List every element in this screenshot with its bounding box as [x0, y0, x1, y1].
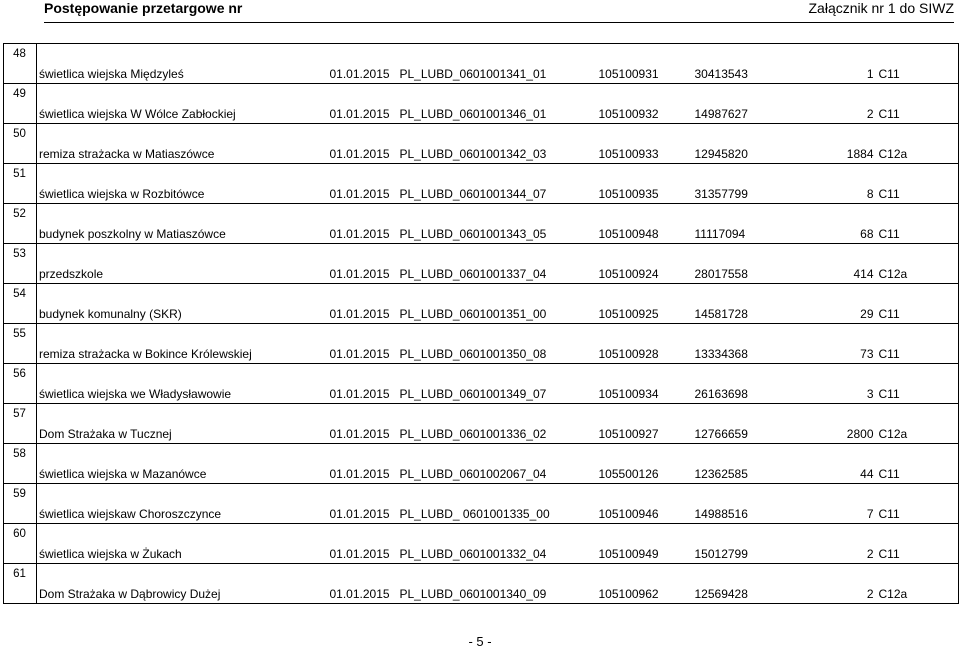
value-cell — [693, 564, 781, 604]
object-name: Dom Strażaka w Tucznej — [39, 427, 172, 441]
row-number: 61 — [13, 568, 26, 580]
record-id: 105100933 — [598, 147, 659, 161]
class-code-cell — [877, 204, 959, 244]
class-code: C11 — [878, 107, 900, 121]
quantity: 29 — [860, 307, 874, 321]
date: 01.01.2015 — [329, 67, 390, 81]
row-number: 59 — [13, 488, 26, 500]
register-code-cell — [398, 44, 597, 84]
row-number-cell — [4, 204, 37, 244]
row-number: 51 — [13, 168, 26, 180]
object-name: remiza strażacka w Matiaszówce — [39, 147, 215, 161]
quantity: 3 — [866, 387, 874, 401]
date: 01.01.2015 — [329, 187, 390, 201]
record-id: 105100932 — [598, 107, 659, 121]
register-code: PL_LUBD_0601001349_07 — [399, 387, 547, 401]
date: 01.01.2015 — [329, 587, 390, 601]
value: 15012799 — [694, 547, 748, 561]
register-code-cell — [398, 324, 597, 364]
quantity: 73 — [860, 347, 874, 361]
row-number-cell — [4, 84, 37, 124]
register-code: PL_LUBD_0601001332_04 — [399, 547, 547, 561]
row-number: 54 — [13, 288, 26, 300]
value-cell — [693, 44, 781, 84]
page-number: - 5 - — [468, 634, 492, 649]
class-code: C11 — [878, 507, 900, 521]
object-name: świetlica wiejska w Rozbitówce — [39, 187, 205, 201]
value-cell — [693, 244, 781, 284]
table-row — [4, 484, 959, 524]
class-code: C12a — [878, 267, 908, 281]
register-code: PL_LUBD_0601001337_04 — [399, 267, 547, 281]
object-name: remiza strażacka w Bokince Królewskiej — [39, 347, 252, 361]
date: 01.01.2015 — [329, 307, 390, 321]
record-id: 105100931 — [598, 67, 659, 81]
record-id-cell — [597, 364, 693, 404]
class-code-cell — [877, 164, 959, 204]
register-code: PL_LUBD_0601001351_00 — [399, 307, 547, 321]
object-name-cell — [37, 84, 328, 124]
value-cell — [693, 204, 781, 244]
object-name: świetlica wiejskaw Choroszczynce — [39, 507, 222, 521]
register-code-cell — [398, 564, 597, 604]
value: 14581728 — [694, 307, 748, 321]
register-code-cell — [398, 164, 597, 204]
row-number-cell — [4, 484, 37, 524]
object-name-cell — [37, 244, 328, 284]
quantity-cell — [781, 124, 877, 164]
row-number: 56 — [13, 368, 26, 380]
register-code: PL_LUBD_0601001346_01 — [399, 107, 547, 121]
value-cell — [693, 404, 781, 444]
register-code: PL_LUBD_0601001340_09 — [399, 587, 547, 601]
register-code-cell — [398, 244, 597, 284]
date-cell — [328, 284, 398, 324]
date: 01.01.2015 — [329, 347, 390, 361]
object-name-cell — [37, 124, 328, 164]
table-row — [4, 244, 959, 284]
class-code: C11 — [878, 467, 900, 481]
register-code-cell — [398, 204, 597, 244]
record-id: 105100935 — [598, 187, 659, 201]
quantity: 44 — [860, 467, 874, 481]
class-code-cell — [877, 524, 959, 564]
class-code: C12a — [878, 147, 908, 161]
record-id: 105100925 — [598, 307, 659, 321]
value: 12945820 — [694, 147, 748, 161]
register-code: PL_LUBD_0601001336_02 — [399, 427, 547, 441]
date: 01.01.2015 — [329, 107, 390, 121]
value-cell — [693, 444, 781, 484]
date-cell — [328, 44, 398, 84]
class-code-cell — [877, 44, 959, 84]
class-code: C11 — [878, 347, 900, 361]
class-code-cell — [877, 124, 959, 164]
object-name-cell — [37, 204, 328, 244]
class-code-cell — [877, 284, 959, 324]
value: 12362585 — [694, 467, 748, 481]
row-number: 50 — [13, 128, 26, 140]
date: 01.01.2015 — [329, 387, 390, 401]
object-name-cell — [37, 364, 328, 404]
date-cell — [328, 124, 398, 164]
quantity-cell — [781, 324, 877, 364]
date: 01.01.2015 — [329, 227, 390, 241]
date: 01.01.2015 — [329, 427, 390, 441]
row-number: 49 — [13, 88, 26, 100]
record-id: 105100948 — [598, 227, 659, 241]
record-id: 105100962 — [598, 587, 659, 601]
row-number-cell — [4, 244, 37, 284]
quantity-cell — [781, 404, 877, 444]
quantity: 2 — [866, 547, 874, 561]
quantity: 2 — [866, 587, 874, 601]
class-code-cell — [877, 244, 959, 284]
class-code-cell — [877, 84, 959, 124]
date-cell — [328, 444, 398, 484]
value: 12569428 — [694, 587, 748, 601]
date-cell — [328, 564, 398, 604]
table-row — [4, 444, 959, 484]
object-name-cell — [37, 484, 328, 524]
quantity-cell — [781, 84, 877, 124]
record-id-cell — [597, 84, 693, 124]
register-code-cell — [398, 84, 597, 124]
register-code: PL_LUBD_ 0601001335_00 — [399, 507, 550, 521]
record-id-cell — [597, 204, 693, 244]
date-cell — [328, 364, 398, 404]
register-code: PL_LUBD_0601002067_04 — [399, 467, 547, 481]
date: 01.01.2015 — [329, 147, 390, 161]
table-row — [4, 204, 959, 244]
class-code-cell — [877, 324, 959, 364]
class-code-cell — [877, 484, 959, 524]
register-code: PL_LUBD_0601001350_08 — [399, 347, 547, 361]
record-id-cell — [597, 124, 693, 164]
register-code-cell — [398, 444, 597, 484]
date: 01.01.2015 — [329, 267, 390, 281]
object-name: świetlica wiejska w Mazanówce — [39, 467, 207, 481]
table-row — [4, 84, 959, 124]
quantity-cell — [781, 244, 877, 284]
quantity: 2800 — [846, 427, 874, 441]
quantity-cell — [781, 44, 877, 84]
quantity-cell — [781, 204, 877, 244]
record-id-cell — [597, 444, 693, 484]
value-cell — [693, 484, 781, 524]
register-code: PL_LUBD_0601001341_01 — [399, 67, 547, 81]
date-cell — [328, 84, 398, 124]
quantity: 414 — [853, 267, 874, 281]
record-id: 105100927 — [598, 427, 659, 441]
quantity-cell — [781, 524, 877, 564]
date-cell — [328, 524, 398, 564]
row-number-cell — [4, 444, 37, 484]
row-number-cell — [4, 404, 37, 444]
row-number-cell — [4, 364, 37, 404]
table-row — [4, 284, 959, 324]
register-code-cell — [398, 524, 597, 564]
object-name: świetlica wiejska Międzyleś — [39, 67, 184, 81]
register-code-cell — [398, 484, 597, 524]
record-id: 105100946 — [598, 507, 659, 521]
quantity: 1 — [866, 67, 874, 81]
date-cell — [328, 204, 398, 244]
record-id-cell — [597, 564, 693, 604]
quantity-cell — [781, 284, 877, 324]
register-code-cell — [398, 284, 597, 324]
document-title: Postępowanie przetargowe nr — [44, 0, 243, 16]
row-number: 60 — [13, 528, 26, 540]
table-row — [4, 404, 959, 444]
table-row — [4, 564, 959, 604]
date: 01.01.2015 — [329, 547, 390, 561]
value: 28017558 — [694, 267, 748, 281]
row-number: 58 — [13, 448, 26, 460]
row-number-cell — [4, 524, 37, 564]
object-name-cell — [37, 564, 328, 604]
quantity-cell — [781, 364, 877, 404]
value-cell — [693, 284, 781, 324]
register-code-cell — [398, 404, 597, 444]
record-id: 105100928 — [598, 347, 659, 361]
register-code: PL_LUBD_0601001344_07 — [399, 187, 547, 201]
class-code-cell — [877, 444, 959, 484]
record-id-cell — [597, 324, 693, 364]
class-code: C12a — [878, 427, 908, 441]
row-number-cell — [4, 284, 37, 324]
quantity-cell — [781, 564, 877, 604]
class-code-cell — [877, 364, 959, 404]
object-name: świetlica wiejska W Wólce Zabłockiej — [39, 107, 236, 121]
object-name: budynek komunalny (SKR) — [39, 307, 182, 321]
value: 11117094 — [694, 227, 746, 241]
record-id: 105100934 — [598, 387, 659, 401]
date-cell — [328, 164, 398, 204]
record-id-cell — [597, 404, 693, 444]
date-cell — [328, 404, 398, 444]
value: 26163698 — [694, 387, 748, 401]
record-id: 105500126 — [598, 467, 659, 481]
object-name-cell — [37, 164, 328, 204]
date: 01.01.2015 — [329, 467, 390, 481]
quantity-cell — [781, 444, 877, 484]
row-number: 57 — [13, 408, 26, 420]
quantity: 8 — [866, 187, 874, 201]
row-number-cell — [4, 324, 37, 364]
row-number: 55 — [13, 328, 26, 340]
row-number-cell — [4, 44, 37, 84]
date-cell — [328, 484, 398, 524]
class-code: C11 — [878, 387, 900, 401]
quantity-cell — [781, 164, 877, 204]
record-id-cell — [597, 164, 693, 204]
value-cell — [693, 124, 781, 164]
class-code: C11 — [878, 67, 900, 81]
value-cell — [693, 364, 781, 404]
quantity: 7 — [866, 507, 874, 521]
record-id-cell — [597, 524, 693, 564]
value: 14987627 — [694, 107, 748, 121]
row-number: 52 — [13, 208, 26, 220]
record-id: 105100949 — [598, 547, 659, 561]
register-code-cell — [398, 124, 597, 164]
class-code: C11 — [878, 227, 900, 241]
class-code: C12a — [878, 587, 908, 601]
class-code: C11 — [878, 187, 900, 201]
object-name-cell — [37, 444, 328, 484]
quantity: 68 — [860, 227, 874, 241]
class-code-cell — [877, 404, 959, 444]
row-number-cell — [4, 164, 37, 204]
object-name: świetlica wiejska we Władysławowie — [39, 387, 232, 401]
object-name-cell — [37, 44, 328, 84]
object-name: budynek poszkolny w Matiaszówce — [39, 227, 226, 241]
table-row — [4, 44, 959, 84]
value-cell — [693, 524, 781, 564]
row-number: 53 — [13, 248, 26, 260]
class-code: C11 — [878, 547, 900, 561]
table-row — [4, 364, 959, 404]
quantity: 2 — [866, 107, 874, 121]
attachment-label: Załącznik nr 1 do SIWZ — [808, 0, 954, 16]
row-number-cell — [4, 124, 37, 164]
class-code: C11 — [878, 307, 900, 321]
record-id-cell — [597, 244, 693, 284]
object-name-cell — [37, 524, 328, 564]
row-number-cell — [4, 564, 37, 604]
register-code: PL_LUBD_0601001342_03 — [399, 147, 547, 161]
value: 12766659 — [694, 427, 748, 441]
object-name-cell — [37, 324, 328, 364]
date: 01.01.2015 — [329, 507, 390, 521]
row-number: 48 — [13, 48, 26, 60]
date-cell — [328, 324, 398, 364]
object-name: Dom Strażaka w Dąbrowicy Dużej — [39, 587, 221, 601]
record-id-cell — [597, 484, 693, 524]
object-name-cell — [37, 284, 328, 324]
page-header — [44, 0, 954, 23]
object-name: przedszkole — [39, 267, 104, 281]
table-row — [4, 164, 959, 204]
class-code-cell — [877, 564, 959, 604]
object-name: świetlica wiejska w Żukach — [39, 547, 182, 561]
value-cell — [693, 164, 781, 204]
table-row — [4, 524, 959, 564]
object-name-cell — [37, 404, 328, 444]
record-id-cell — [597, 284, 693, 324]
buildings-table — [3, 43, 959, 604]
record-id: 105100924 — [598, 267, 659, 281]
register-code-cell — [398, 364, 597, 404]
value-cell — [693, 324, 781, 364]
quantity: 1884 — [846, 147, 874, 161]
value: 13334368 — [694, 347, 748, 361]
date-cell — [328, 244, 398, 284]
table-row — [4, 124, 959, 164]
quantity-cell — [781, 484, 877, 524]
value: 31357799 — [694, 187, 748, 201]
value: 30413543 — [694, 67, 748, 81]
table-row — [4, 324, 959, 364]
register-code: PL_LUBD_0601001343_05 — [399, 227, 547, 241]
value-cell — [693, 84, 781, 124]
value: 14988516 — [694, 507, 748, 521]
record-id-cell — [597, 44, 693, 84]
